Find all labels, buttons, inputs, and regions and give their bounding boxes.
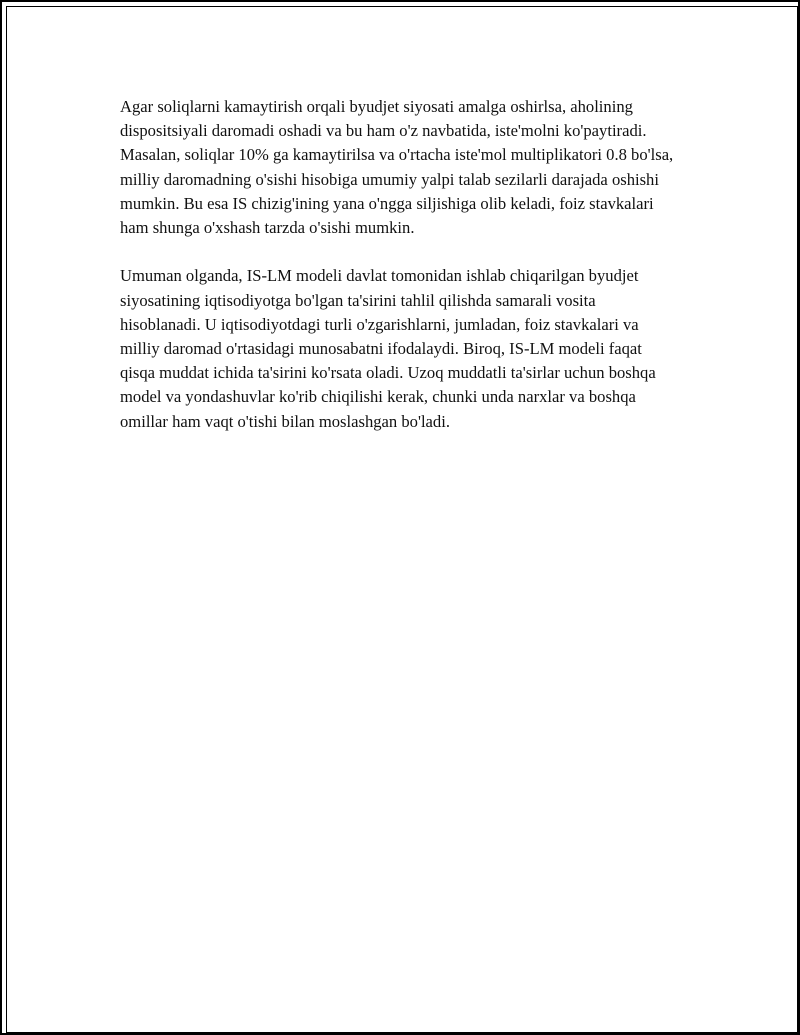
document-body xyxy=(120,95,680,458)
paragraph-conclusion: Umuman olganda, IS-LM modeli davlat tomonidan ishlab chiqarilgan byudjet siyosatining iqtisodiyotga bo'lgan ta'sirini tahlil qilishda samarali vosita hisoblanadi. U iqtisodiyotdagi turli o'zgarishlarni, jumladan, foiz stavkalari va milliy daromad o'rtasidagi munosabatni ifodalaydi. Biroq, IS-LM modeli faqat qisqa muddat ichida ta'sirini ko'rsata oladi. Uzoq muddatli ta'sirlar uchun boshqa model va yondashuvlar ko'rib chiqilishi kerak, chunki unda narxlar va boshqa omillar ham vaqt o'tishi bilan moslashgan bo'ladi. xyxy=(120,266,656,431)
paragraph-fiscal-policy: Agar soliqlarni kamaytirish orqali byudjet siyosati amalga oshirlsa, aholining dispositsiyali daromadi oshadi va bu ham o'z navbatida, iste'molni ko'paytiradi. Masalan, soliqlar 10% ga kamaytirilsa va o'rtacha iste'mol multiplikatori 0.8 bo'lsa, milliy daromadning o'sishi hisobiga umumiy yalpi talab sezilarli darajada oshishi mumkin. Bu esa IS chizig'ining yana o'ngga siljishiga olib keladi, foiz stavkalari ham shunga o'xshash tarzda o'sishi mumkin. xyxy=(120,97,674,238)
